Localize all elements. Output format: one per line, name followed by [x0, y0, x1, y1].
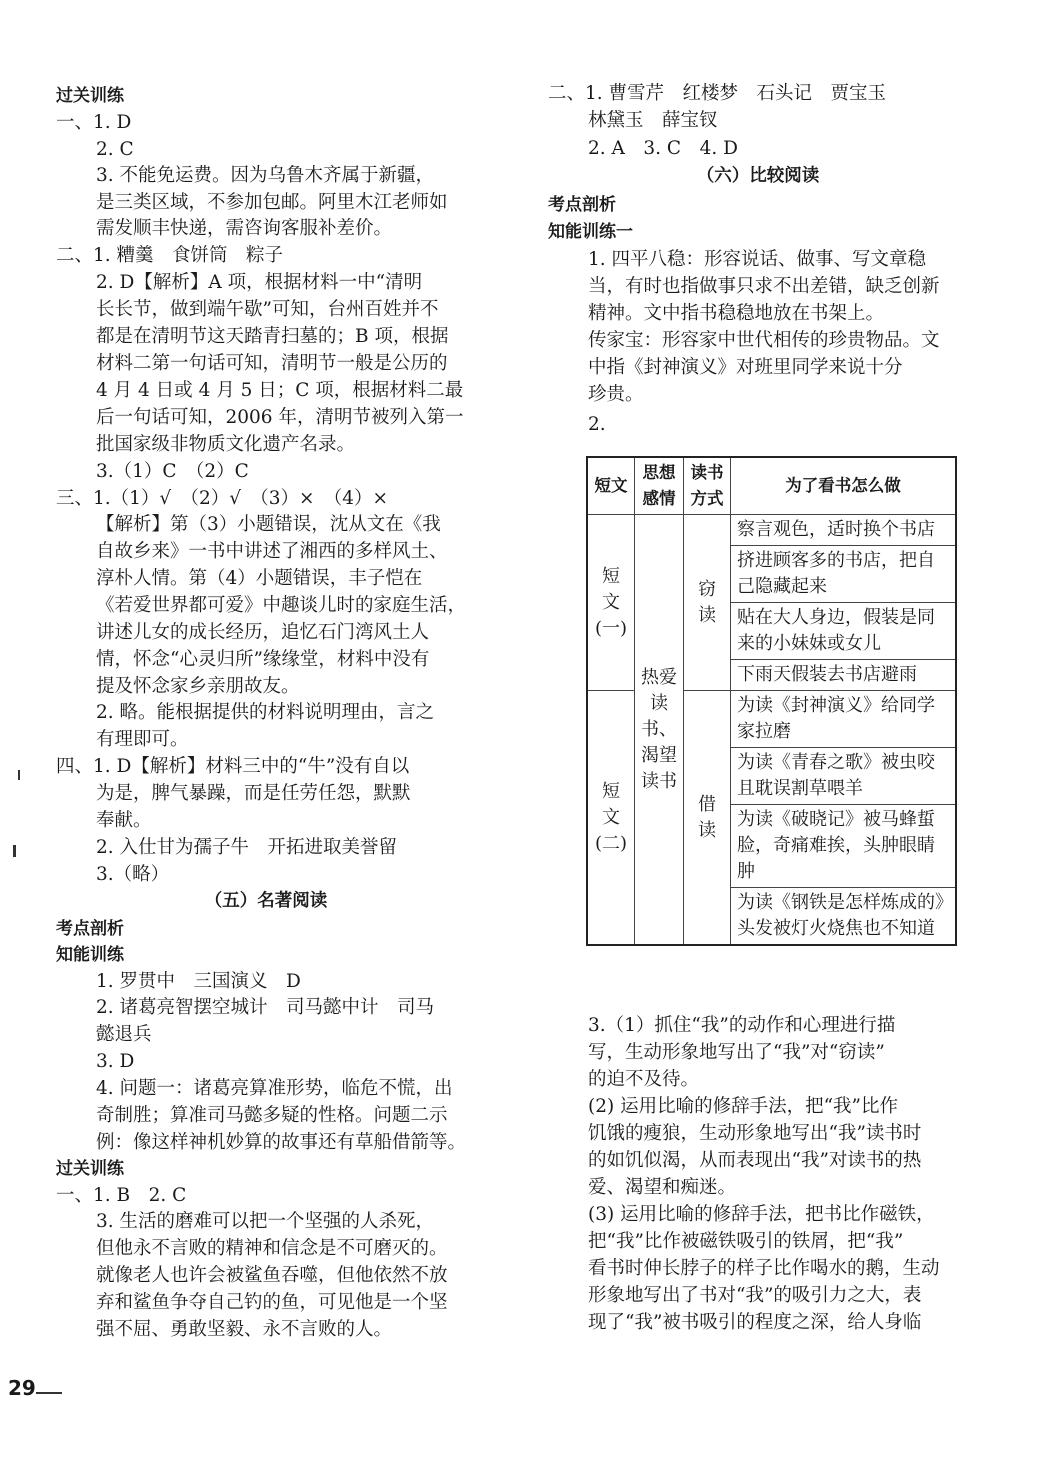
text-line: 精神。文中指书稳稳地放在书架上。: [588, 303, 885, 324]
text-line: 强不屈、勇敢坚毅、永不言败的人。: [96, 1319, 393, 1340]
text-line: 材料二第一句话可知，清明节一般是公历的: [96, 353, 448, 374]
text-line: 【解析】第（3）小题错误，沈从文在《我: [96, 514, 441, 535]
text-line: 3.（1）C （2）C: [96, 461, 249, 482]
section-heading: 知能训练: [56, 945, 124, 965]
text-line: 自故乡来》一书中讲述了湘西的多样风土、: [96, 541, 448, 562]
text-line: 2. 入仕甘为孺子牛 开拓进取美誉留: [96, 837, 398, 858]
text-line: 懿退兵: [96, 1024, 152, 1045]
comparison-table: [586, 456, 957, 946]
text-line: 珍贵。: [588, 384, 644, 405]
text-two-cell: 短文(二): [587, 691, 635, 946]
text-line: 二、1. 糟羹 食饼筒 粽子: [56, 245, 284, 266]
section-heading: （五）名著阅读: [204, 891, 328, 911]
section-heading: （六）比较阅读: [696, 166, 820, 186]
text-line: 四、1. D【解析】材料三中的“牛”没有自以: [56, 756, 410, 777]
action-cell: 贴在大人身边，假装是同来的小妹妹或女儿: [731, 603, 957, 660]
text-line: 为是，脾气暴躁，而是任劳任怨，默默: [96, 783, 411, 804]
section-heading: 考点剖析: [548, 195, 616, 215]
text-line: 弃和鲨鱼争夺自己钓的鱼，可见他是一个坚: [96, 1292, 448, 1313]
page-number-rule: [36, 1392, 62, 1394]
text-line: 爱、渴望和痴迷。: [588, 1177, 737, 1198]
text-line: 例：像这样神机妙算的故事还有草船借箭等。: [96, 1132, 467, 1153]
text-line: 2. 略。能根据提供的材料说明理由，言之: [96, 702, 435, 723]
table-row: [587, 515, 956, 546]
way-one-cell: 窃读: [684, 515, 731, 691]
text-line: 饥饿的瘦狼，生动形象地写出“我”读书时: [588, 1123, 922, 1144]
text-line: 2. A 3. C 4. D: [588, 138, 738, 159]
text-line: 中指《封神演义》对班里同学来说十分: [588, 357, 903, 378]
text-line: 《若爱世界都可爱》中趣谈儿时的家庭生活，: [96, 595, 467, 616]
action-cell: 为读《青春之歌》被虫咬且耽误割草喂羊: [731, 748, 957, 805]
text-line: 淳朴人情。第（4）小题错误，丰子恺在: [96, 568, 423, 589]
text-line: 有理即可。: [96, 729, 189, 750]
text-line: 一、1. B 2. C: [56, 1185, 187, 1206]
text-line: 写，生动形象地写出了“我”对“窃读”: [588, 1042, 885, 1063]
text-line: 提及怀念家乡亲朋故友。: [96, 676, 300, 697]
section-heading: 过关训练: [56, 86, 124, 106]
text-line: 现了“我”被书吸引的程度之深，给人身临: [588, 1312, 922, 1333]
text-line: 但他永不言败的精神和信念是不可磨灭的。: [96, 1238, 448, 1259]
way-two-cell: 借读: [684, 691, 731, 946]
text-line: 后一句话可知，2006 年，清明节被列入第一: [96, 407, 464, 428]
text-line: 4. 问题一：诸葛亮算准形势，临危不慌，出: [96, 1078, 453, 1099]
text-line: 的如饥似渴，从而表现出“我”对读书的热: [588, 1150, 922, 1171]
header-way: 读书方式: [684, 457, 731, 515]
section-heading: 考点剖析: [56, 919, 124, 939]
text-line: 2. D【解析】A 项，根据材料一中“清明: [96, 272, 423, 293]
table-header-row: [587, 457, 956, 515]
text-line: 当，有时也指做事只求不出差错，缺乏创新: [588, 276, 940, 297]
feeling-cell: 热爱读书、渴望读书: [635, 515, 684, 946]
text-line: (3) 运用比喻的修辞手法，把书比作磁铁，: [588, 1204, 935, 1225]
margin-mark: [18, 770, 20, 780]
text-line: 奉献。: [96, 810, 152, 831]
text-line: 2. 诸葛亮智摆空城计 司马懿中计 司马: [96, 997, 435, 1018]
text-line: 看书时伸长脖子的样子比作喝水的鹅，生动: [588, 1258, 940, 1279]
header-feeling: 思想感情: [635, 457, 684, 515]
text-line: 2.: [588, 414, 606, 435]
action-cell: 为读《钢铁是怎样炼成的》头发被灯火烧焦也不知道: [731, 888, 957, 946]
action-cell: 察言观色，适时换个书店: [731, 515, 957, 546]
text-line: 二、1. 曹雪芹 红楼梦 石头记 贾宝玉: [548, 83, 887, 104]
text-line: 3.（1）抓住“我”的动作和心理进行描: [588, 1015, 896, 1036]
text-line: 1. 四平八稳：形容说话、做事、写文章稳: [588, 249, 927, 270]
text-line: 把“我”比作被磁铁吸引的铁屑，把“我”: [588, 1231, 904, 1252]
text-line: 3. 不能免运费。因为乌鲁木齐属于新疆，: [96, 165, 435, 186]
margin-mark: [13, 845, 16, 857]
header-actions: 为了看书怎么做: [731, 457, 957, 515]
text-line: 3.（略）: [96, 864, 170, 885]
text-line: 形象地写出了书对“我”的吸引力之大，表: [588, 1285, 922, 1306]
section-heading: 过关训练: [56, 1159, 124, 1179]
text-line: 长长节，做到端午歇”可知，台州百姓并不: [96, 299, 439, 320]
text-line: 3. D: [96, 1051, 135, 1072]
text-line: 林黛玉 薛宝钗: [588, 110, 718, 131]
text-line: 2. C: [96, 139, 134, 160]
text-line: 讲述儿女的成长经历，追忆石门湾风土人: [96, 622, 430, 643]
text-line: 一、1. D: [56, 112, 132, 133]
action-cell: 挤进顾客多的书店，把自己隐藏起来: [731, 546, 957, 603]
text-line: 情，怀念“心灵归所”缘缘堂，材料中没有: [96, 649, 430, 670]
header-text: 短文: [587, 457, 635, 515]
section-heading: 知能训练一: [548, 222, 633, 242]
text-line: 就像老人也许会被鲨鱼吞噬，但他依然不放: [96, 1265, 448, 1286]
text-line: 是三类区域，不参加包邮。阿里木江老师如: [96, 192, 448, 213]
text-line: (2) 运用比喻的修辞手法，把“我”比作: [588, 1096, 899, 1117]
text-one-cell: 短文(一): [587, 515, 635, 691]
text-line: 需发顺丰快递，需咨询客服补差价。: [96, 218, 393, 239]
text-line: 三、1.（1）√ （2）√ （3）× （4）×: [56, 488, 389, 509]
text-line: 奇制胜；算准司马懿多疑的性格。问题二示: [96, 1105, 448, 1126]
action-cell: 下雨天假装去书店避雨: [731, 660, 957, 691]
text-line: 的迫不及待。: [588, 1069, 700, 1090]
text-line: 传家宝：形容家中世代相传的珍贵物品。文: [588, 330, 940, 351]
text-line: 3. 生活的磨难可以把一个坚强的人杀死，: [96, 1211, 435, 1232]
action-cell: 为读《封神演义》给同学家拉磨: [731, 691, 957, 748]
text-line: 都是在清明节这天踏青扫墓的；B 项，根据: [96, 326, 449, 347]
text-line: 批国家级非物质文化遗产名录。: [96, 434, 356, 455]
text-line: 1. 罗贯中 三国演义 D: [96, 971, 301, 992]
action-cell: 为读《破晓记》被马蜂蜇脸，奇痛难挨，头肿眼睛肿: [731, 805, 957, 888]
text-line: 4 月 4 日或 4 月 5 日；C 项，根据材料二最: [96, 380, 464, 401]
page-number: 29: [8, 1376, 36, 1400]
